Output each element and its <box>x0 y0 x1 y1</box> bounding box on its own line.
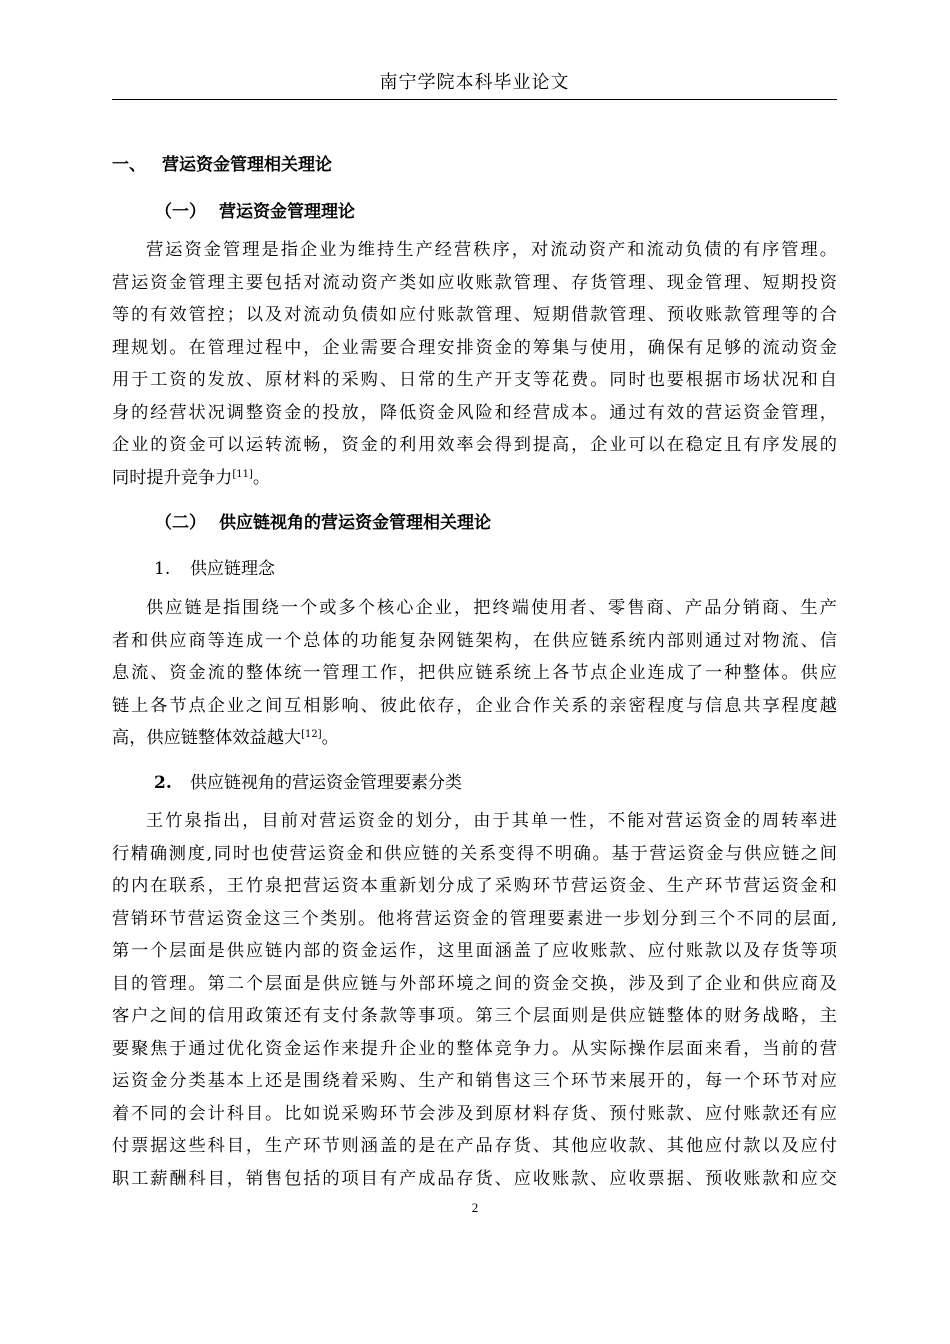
item-heading-2 <box>154 768 462 793</box>
citation: [12] <box>301 729 322 740</box>
paragraph-line: 企业的资金可以运转流畅，资金的利用效率会得到提高，企业可以在稳定且有序发展的 <box>112 435 837 455</box>
section-title: 营运资金管理相关理论 <box>162 155 332 175</box>
paragraph-last-line <box>112 722 837 755</box>
subsection-heading-1 <box>155 197 355 222</box>
paragraph-last-line <box>112 462 837 495</box>
paragraph-line: 着不同的会计科目。比如说采购环节会涉及到原材料存货、预付账款、应付账款还有应 <box>112 1103 837 1124</box>
paragraph-line: 的内在联系，王竹泉把营运资本重新划分成了采购环节营运资金、生产环节营运资金和 <box>112 876 837 896</box>
paragraph-line: 目的管理。第二个层面是供应链与外部环境之间的资金交换，涉及到了企业和供应商及 <box>112 973 837 994</box>
paragraph-line: 营运资金管理是指企业为维持生产经营秩序，对流动资产和流动负债的有序管理。 <box>146 240 837 260</box>
section-heading-1 <box>112 150 332 175</box>
item-number: 1. <box>154 559 171 579</box>
paragraph-line: 理规划。在管理过程中，企业需要合理安排资金的筹集与使用，确保有足够的流动资金 <box>112 337 837 358</box>
page-header-title: 南宁学院本科毕业论文 <box>379 72 570 93</box>
paragraph-line-text: 同时提升竞争力 <box>112 467 233 488</box>
page-number: 2 <box>471 1200 479 1215</box>
header-rule <box>112 99 837 100</box>
paragraph-line: 第一个层面是供应链内部的资金运作，这里面涵盖了应收账款、应付账款以及存货等项 <box>112 941 837 961</box>
paragraph-line: 行精确测度,同时也使营运资金和供应链的关系变得不明确。基于营运资金与供应链之间 <box>112 843 837 864</box>
item-title: 供应链视角的营运资金管理要素分类 <box>190 773 462 793</box>
paragraph-end: 。 <box>321 728 339 748</box>
paragraph-line: 链上各节点企业之间互相影响、彼此依存，企业合作关系的亲密程度与信息共享程度越 <box>112 695 837 716</box>
paragraph-line-text: 高，供应链整体效益越大 <box>112 728 302 748</box>
paragraph-line: 等的有效管控；以及对流动负债如应付账款管理、短期借款管理、预收账款管理等的合 <box>112 305 837 325</box>
citation: [11] <box>232 468 253 480</box>
paragraph-line: 王竹泉指出，目前对营运资金的划分，由于其单一性，不能对营运资金的周转率进 <box>146 811 837 831</box>
paragraph-line: 身的经营状况调整资金的投放，降低资金风险和经营成本。通过有效的营运资金管理， <box>112 402 837 423</box>
paragraph-line: 供应链是指围绕一个或多个核心企业，把终端使用者、零售商、产品分销商、生产 <box>146 598 837 618</box>
paragraph-line: 营销环节营运资金这三个类别。他将营运资金的管理要素进一步划分到三个不同的层面, <box>112 908 837 929</box>
paragraph-line: 营运资金管理主要包括对流动资产类如应收账款管理、存货管理、现金管理、短期投资 <box>112 272 837 293</box>
item-number: 2. <box>154 773 172 793</box>
paragraph-line: 息流、资金流的整体统一管理工作，把供应链系统上各节点企业连成了一种整体。供应 <box>112 663 837 683</box>
subsection-title: 供应链视角的营运资金管理相关理论 <box>219 513 491 533</box>
subsection-number: （一） <box>155 202 206 222</box>
paragraph-line: 运资金分类基本上还是围绕着采购、生产和销售这三个环节来展开的，每一个环节对应 <box>112 1071 837 1091</box>
subsection-heading-2 <box>155 508 491 533</box>
paragraph-3 <box>112 805 837 1195</box>
paragraph-line: 要聚焦于通过优化资金运作来提升企业的整体竞争力。从实际操作层面来看，当前的营 <box>112 1038 837 1059</box>
paragraph-line: 付票据这些科目，生产环节则涵盖的是在产品存货、其他应收款、其他应付款以及应付 <box>112 1136 837 1156</box>
paragraph-end: 。 <box>252 467 271 488</box>
section-number: 一、 <box>112 155 146 175</box>
paragraph-2 <box>112 592 837 755</box>
item-heading-1 <box>154 554 275 579</box>
paragraph-line: 职工薪酬科目，销售包括的项目有产成品存货、应收账款、应收票据、预收账款和应交 <box>112 1168 837 1189</box>
paragraph-line: 客户之间的信用政策还有支付条款等事项。第三个层面则是供应链整体的财务战略，主 <box>112 1006 837 1026</box>
subsection-title: 营运资金管理理论 <box>219 202 355 222</box>
paragraph-line: 者和供应商等连成一个总体的功能复杂网链架构，在供应链系统内部则通过对物流、信 <box>112 630 837 651</box>
subsection-number: （二） <box>155 513 206 533</box>
item-title: 供应链理念 <box>190 559 275 579</box>
paragraph-1 <box>112 234 837 494</box>
paragraph-line: 用于工资的发放、原材料的采购、日常的生产开支等花费。同时也要根据市场状况和自 <box>112 370 837 390</box>
